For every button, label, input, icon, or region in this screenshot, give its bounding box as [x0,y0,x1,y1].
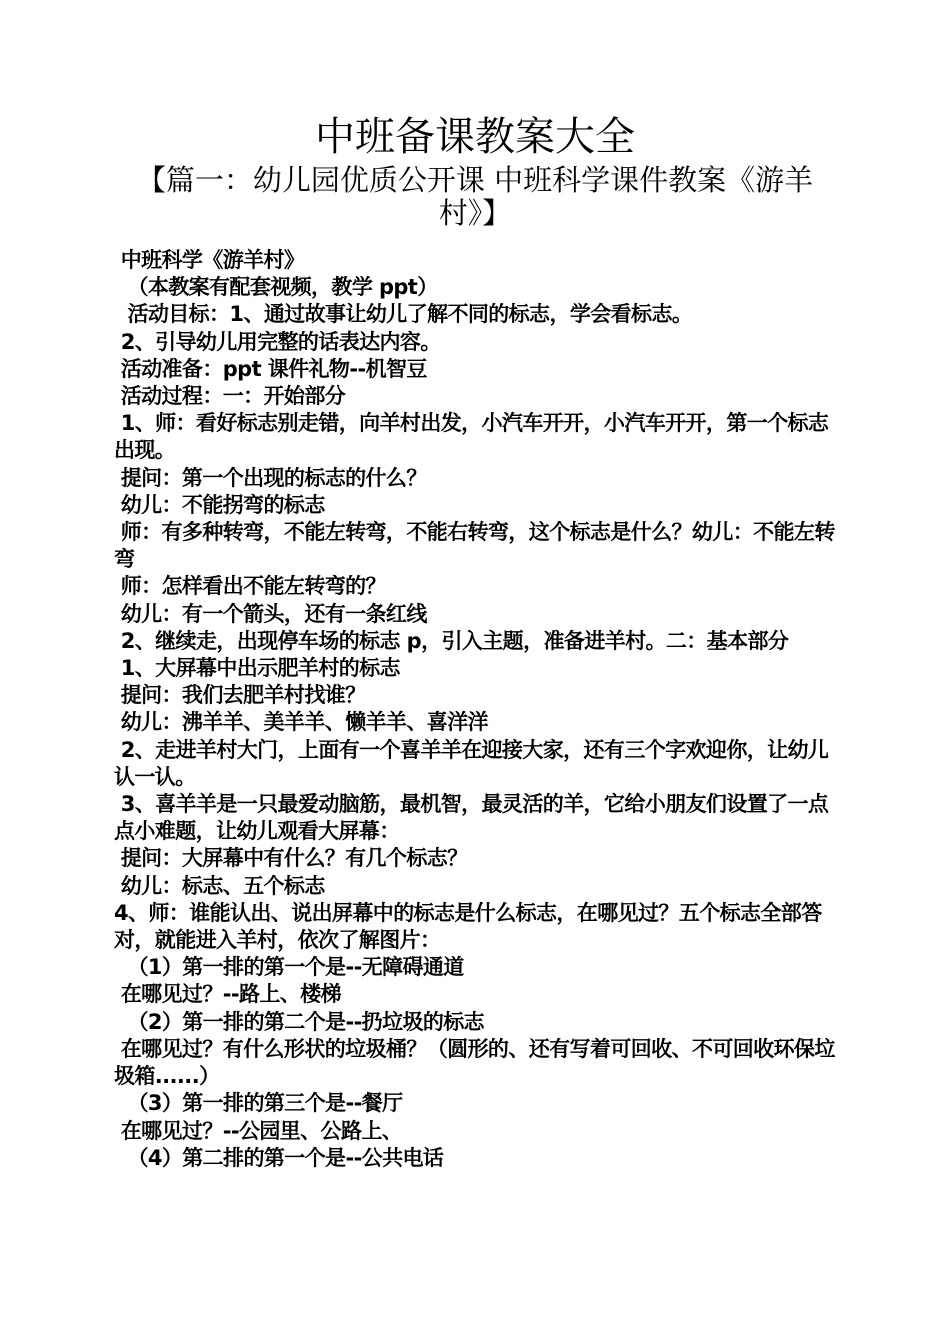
paragraph-line: 4、师：谁能认出、说出屏幕中的标志是什么标志，在哪见过？五个标志全部答对，就能进入羊村，依次了解图片： [114,900,822,953]
paragraph-line: （3）第一排的第三个是--餐厅 [114,1091,403,1116]
paragraph-line: 2、走进羊村大门，上面有一个喜羊羊在迎接大家，还有三个字欢迎你，让幼儿认一认。 [114,737,829,789]
paragraph-line: （2）第一排的第二个是--扔垃圾的标志 [114,1009,485,1034]
paragraph-line: 幼儿：标志、五个标志 [114,873,325,898]
paragraph-line: （本教案有配套视频，教学 ppt） [114,275,438,300]
paragraph-line: 提问：我们去肥羊村找谁？ [114,683,366,708]
paragraph-line: 在哪见过？有什么形状的垃圾桶？（圆形的、还有写着可回收、不可回收环保垃圾箱......） [114,1036,835,1089]
paragraph-line: 在哪见过？--公园里、公路上、 [114,1118,403,1143]
document-body [114,247,836,1172]
paragraph-line: 2、引导幼儿用完整的话表达内容。 [114,329,441,354]
paragraph-line: 幼儿：有一个箭头，还有一条红线 [114,601,427,626]
paragraph-line: 在哪见过？--路上、楼梯 [114,982,341,1007]
paragraph-line: （1）第一排的第一个是--无障碍通道 [114,955,464,980]
paragraph-line: 师：有多种转弯，不能左转弯，不能右转弯，这个标志是什么？幼儿：不能左转弯 [114,520,835,572]
paragraph-line: 活动过程：一：开始部分 [114,384,346,409]
paragraph-line: （4）第二排的第一个是--公共电话 [114,1145,444,1170]
paragraph-line: 幼儿：沸羊羊、美羊羊、懒羊羊、喜洋洋 [114,710,488,735]
document-title: 中班备课教案大全 [315,114,635,160]
paragraph-line: 2、继续走，出现停车场的标志 p，引入主题，准备进羊村。二：基本部分 [114,628,789,653]
paragraph-line: 1、大屏幕中出示肥羊村的标志 [114,656,400,681]
paragraph-line: 提问：第一个出现的标志的什么？ [114,465,427,490]
paragraph-line: 提问：大屏幕中有什么？有几个标志？ [114,846,468,871]
paragraph-line: 活动目标：1、通过故事让幼儿了解不同的标志，学会看标志。 [114,302,693,327]
paragraph-line: 1、师：看好标志别走错，向羊村出发，小汽车开开，小汽车开开，第一个标志出现。 [114,411,829,463]
paragraph-line: 活动准备：ppt 课件礼物--机智豆 [114,356,427,381]
paragraph-line: 3、喜羊羊是一只最爱动脑筋，最机智，最灵活的羊，它给小朋友们设置了一点点小难题，让幼儿观看大屏幕： [114,792,829,844]
paragraph-line: 幼儿：不能拐弯的标志 [114,492,325,517]
document-subtitle: 【篇一：幼儿园优质公开课 中班科学课件教案《游羊村》】 [136,163,814,230]
paragraph-line: 师：怎样看出不能左转弯的？ [114,574,386,599]
paragraph-line: 中班科学《游羊村》 [114,248,305,272]
